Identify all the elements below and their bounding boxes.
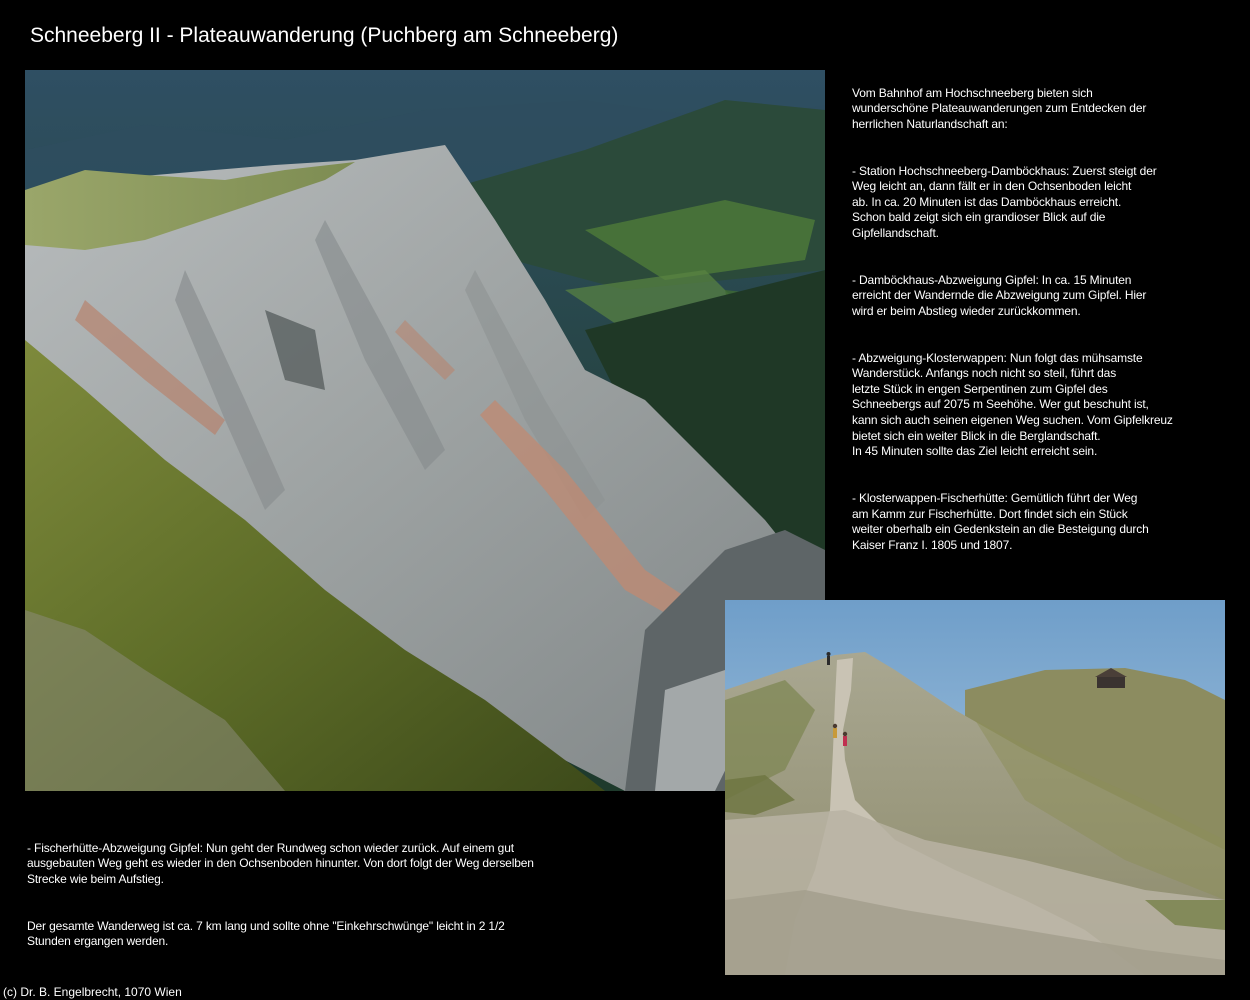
section-dambockhaus: - Station Hochschneeberg-Damböckhaus: Zuerst steigt der Weg leicht an, dann fällt er in den Ochsenboden leicht ab. In ca. 20 Minuten ist das Damböckhaus erreicht. Schon bald zeigt sich ein grandioser Blick auf die Gipfellandschaft. <box>852 163 1157 240</box>
ridge-path-hikers-photo <box>725 600 1225 975</box>
section-rueckweg: - Fischerhütte-Abzweigung Gipfel: Nun geht der Rundweg schon wieder zurück. Auf einem gut ausgebauten Weg geht es wieder in den Ochsenboden hinunter. Von dort folgt der Weg derselben Strecke wie beim Aufstieg. <box>27 840 534 886</box>
summary-paragraph: Der gesamte Wanderweg ist ca. 7 km lang und sollte ohne "Einkehrschwünge" leicht in 2 1/2 Stunden ergangen werden. <box>27 918 505 949</box>
copyright-footer: (c) Dr. B. Engelbrecht, 1070 Wien <box>3 985 182 999</box>
page-title: Schneeberg II - Plateauwanderung (Puchberg am Schneeberg) <box>30 24 619 47</box>
section-klosterwappen: - Abzweigung-Klosterwappen: Nun folgt das mühsamste Wanderstück. Anfangs noch nicht so steil, führt das letzte Stück in engen Serpentinen zum Gipfel des Schneebergs auf 2075 m Seehöhe. Wer gut beschuht ist, kann sich auch seinen eigenen Weg suchen. Vom Gipfelkreuz bietet sich ein weiter Blick in die Berglandschaft. In 45 Minuten sollte das Ziel leicht erreicht sein. <box>852 350 1173 459</box>
intro-paragraph: Vom Bahnhof am Hochschneeberg bieten sich wunderschöne Plateauwanderungen zum Entdecken der herrlichen Naturlandschaft an: <box>852 85 1147 131</box>
route-description-right <box>852 70 1197 585</box>
mountain-cliff-photo <box>25 70 825 791</box>
section-fischerhuette: - Klosterwappen-Fischerhütte: Gemütlich führt der Weg am Kamm zur Fischerhütte. Dort findet sich ein Stück weiter oberhalb ein Gedenkstein an die Besteigung durch Kaiser Franz I. 1805 und 1807. <box>852 491 1149 552</box>
route-description-bottom <box>27 825 587 981</box>
section-abzweigung-gipfel: - Damböckhaus-Abzweigung Gipfel: In ca. 15 Minuten erreicht der Wandernde die Abzweigung zum Gipfel. Hier wird er beim Abstieg wieder zurückkommen. <box>852 272 1147 318</box>
hut-shape <box>1097 676 1125 688</box>
